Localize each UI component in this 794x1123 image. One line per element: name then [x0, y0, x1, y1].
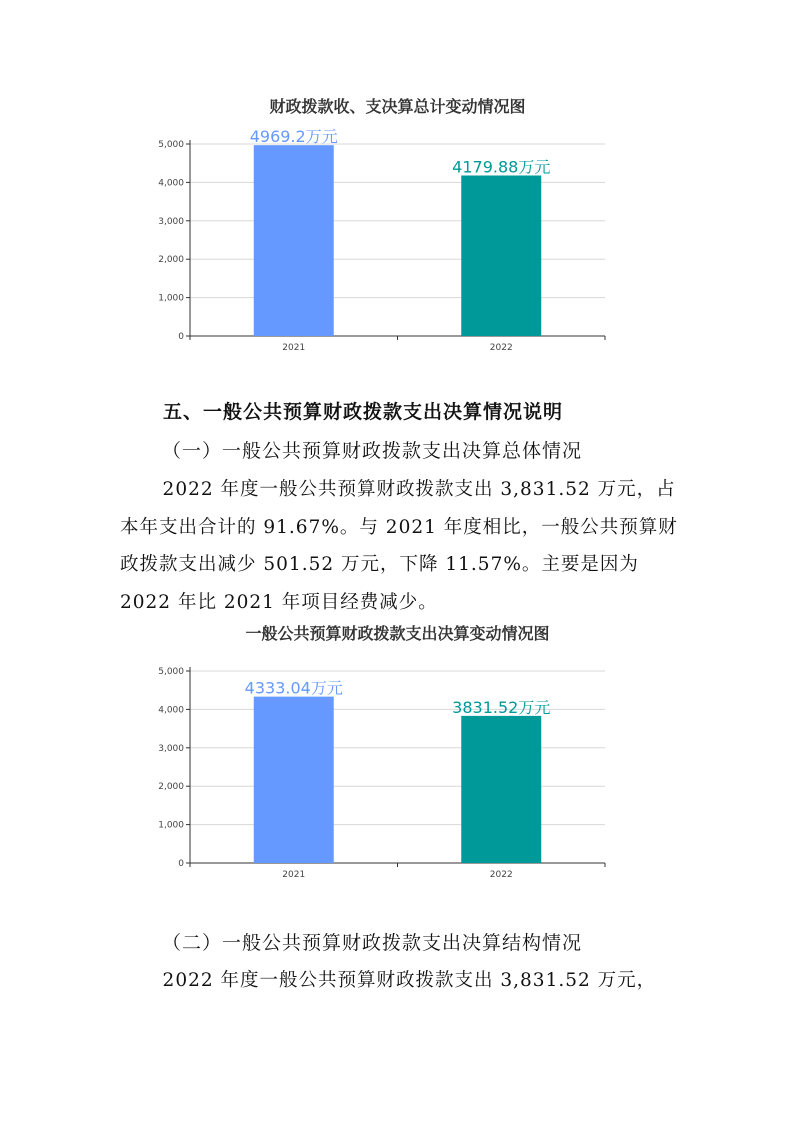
y-tick-label: 2,000	[158, 255, 184, 266]
data-label-2021: 4969.2万元	[249, 127, 338, 147]
bar-2021	[254, 145, 334, 336]
data-label-2021: 4333.04万元	[244, 678, 343, 698]
y-tick-label: 4,000	[158, 705, 184, 716]
chart-financial-total	[150, 92, 620, 352]
y-tick-label: 4,000	[158, 178, 184, 189]
x-tick-label: 2022	[489, 870, 513, 880]
y-tick-label: 1,000	[158, 820, 184, 831]
y-tick-label: 0	[178, 332, 184, 342]
data-label-2022: 4179.88万元	[452, 157, 551, 177]
data-label-2022: 3831.52万元	[452, 697, 551, 717]
y-tick-label: 1,000	[158, 293, 184, 304]
y-tick-label: 0	[178, 859, 184, 869]
chart-title: 一般公共预算财政拨款支出决算变动情况图	[245, 624, 550, 643]
section-heading: 五、一般公共预算财政拨款支出决算情况说明	[163, 401, 564, 423]
y-tick-label: 3,000	[158, 743, 184, 754]
chart-title: 财政拨款收、支决算总计变动情况图	[269, 97, 526, 116]
subheading-overall: （一）一般公共预算财政拨款支出决算总体情况	[162, 440, 583, 462]
y-tick-label: 5,000	[158, 140, 184, 150]
y-tick-label: 5,000	[158, 667, 184, 677]
chart2-svg	[150, 619, 620, 879]
bar-2022	[461, 716, 541, 863]
y-tick-label: 3,000	[158, 216, 184, 227]
y-tick-label: 2,000	[158, 782, 184, 793]
x-tick-label: 2021	[282, 870, 306, 880]
bar-2022	[461, 175, 541, 336]
x-tick-label: 2022	[489, 343, 513, 353]
subheading-structure: （二）一般公共预算财政拨款支出决算结构情况	[162, 932, 583, 954]
paragraph-structure: 2022 年度一般公共预算财政拨款支出 3,831.52 万元，	[162, 970, 657, 991]
paragraph-overall: 2022 年度一般公共预算财政拨款支出 3,831.52 万元，占本年支出合计的 91.67%。与 2021 年度相比，一般公共预算财政拨款支出减少 501.52 万元，下降 11.57%。主要是因为 2022 年比 2021 年项目经费减少。	[120, 479, 678, 613]
chart-general-budget-expenditure	[150, 619, 620, 879]
x-tick-label: 2021	[282, 343, 306, 353]
chart1-svg	[150, 92, 620, 352]
bar-2021	[254, 697, 334, 863]
